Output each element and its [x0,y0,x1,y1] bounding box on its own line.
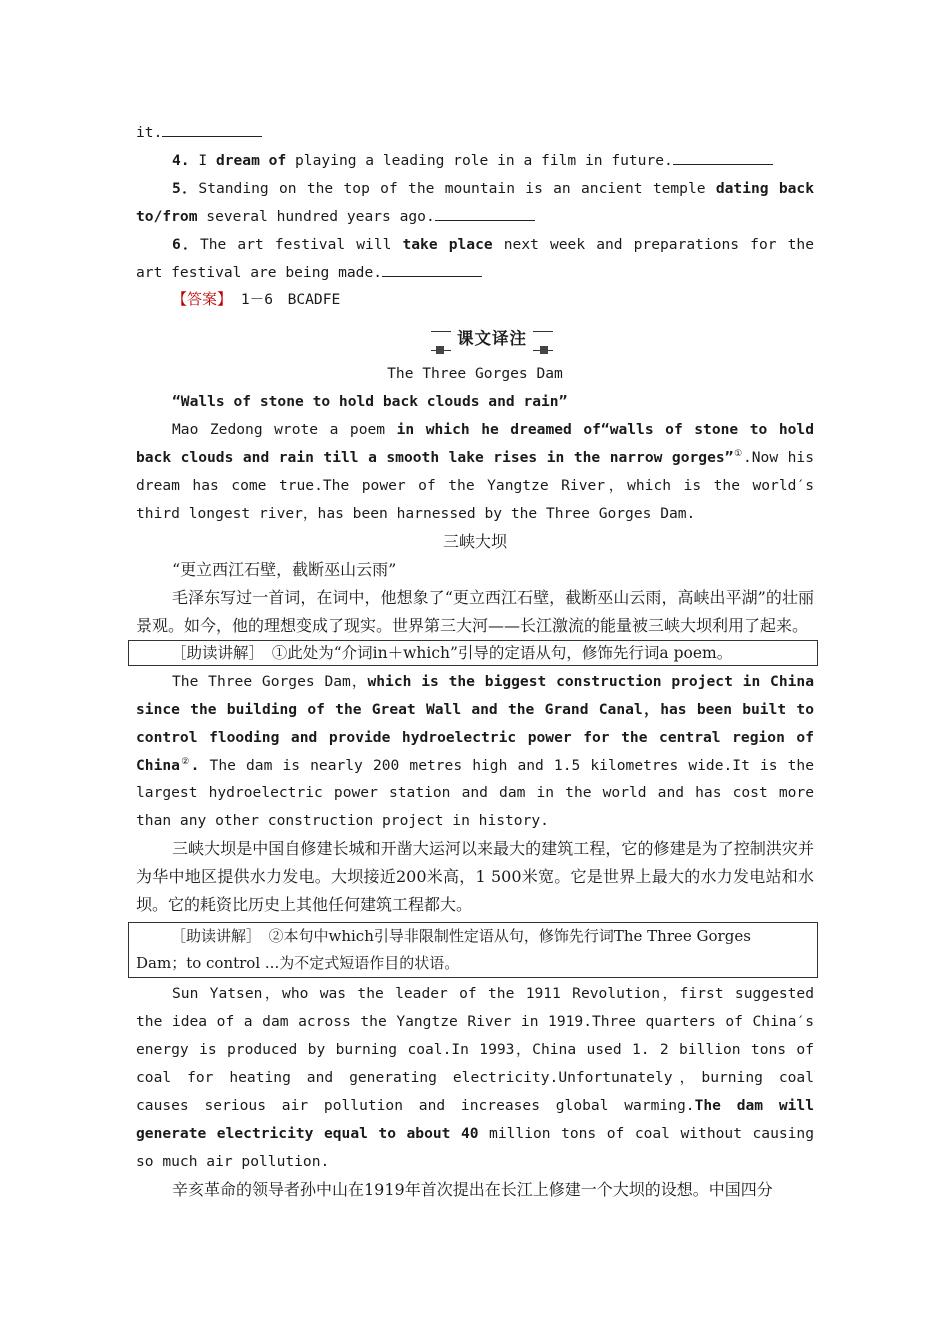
answer-blank[interactable] [673,152,773,165]
heading-ornament-left [436,346,444,354]
paragraph-1-zh: 毛泽东写过一首词，在词中，他想象了“更立西江石壁，截断巫山云雨，高峡出平湖”的壮丽景观。如今，他的理想变成了现实。世界第三大河——长江激流的能量被三峡大坝利用了起来。 [136,587,814,635]
article-title-zh: 三峡大坝 [442,531,507,551]
reading-note-1: ［助读讲解］ ①此处为“介词in＋which”引导的定语从句，修饰先行词a poem。 [128,640,818,666]
heading-ornament-right [540,346,548,354]
answer-tag: 【答案】 [172,290,233,309]
answer-blank[interactable] [382,264,482,277]
section-title: 课文译注 [451,326,533,352]
document-page [136,119,814,1204]
article-subtitle-zh: “更立西江石壁，截断巫山云雨” [172,559,397,579]
section-heading [136,326,814,360]
exercise-item-4: 4. I dream of playing a leading role in a film in future. [136,147,814,175]
exercise-line-it: it. [136,119,814,147]
answer-blank[interactable] [435,208,535,221]
answer-blank[interactable] [162,124,262,137]
exercise-item-6: 6．The art festival will take place next week and preparations for the art festival are being made. [136,235,814,281]
exercise-item-5: 5．Standing on the top of the mountain is an ancient temple dating back to/from several hundred years ago. [136,179,815,225]
article-subtitle: “Walls of stone to hold back clouds and rain” [172,393,568,411]
reading-note-2: ［助读讲解］ ②本句中which引导非限制性定语从句，修饰先行词The Three Gorges Dam；to control ...为不定式短语作目的状语。 [128,922,818,978]
article-title: The Three Gorges Dam [387,365,563,383]
paragraph-3-en: Sun Yatsen，who was the leader of the 1911 Revolution，first suggested the idea of a dam across the Yangtze River in 1919.Three quarters of China′s energy is produced by burning coal.In 1993，China used 1. 2 billion tons of coal for heating and generating electricity.Unfortunately，burning coal causes serious air pollution and increases global warming.The dam will generate electricity equal to about 40 million tons of coal without causing so much air pollution. [136,985,815,1170]
answer-text: 1－6 BCADFE [240,291,341,309]
answer-line [136,286,814,314]
paragraph-2-zh: 三峡大坝是中国自修建长城和开凿大运河以来最大的建筑工程，它的修建是为了控制洪灾并为华中地区提供水力发电。大坝接近200米高，1 500米宽。它是世界上最大的水力发电站和水坝。它的耗资比历史上其他任何建筑工程都大。 [136,839,814,915]
paragraph-3-zh: 辛亥革命的领导者孙中山在1919年首次提出在长江上修建一个大坝的设想。中国四分 [172,1179,773,1199]
paragraph-1-en: Mao Zedong wrote a poem in which he dreamed of“walls of stone to hold back clouds and rain till a smooth lake rises in the narrow gorges”①.Now his dream has come true.The power of the Yangtze River，which is the world′s third longest river，has been harnessed by the Three Gorges Dam. [136,421,814,522]
paragraph-2-en: The Three Gorges Dam，which is the biggest construction project in China since the building of the Great Wall and the Grand Canal，has been built to control flooding and provide hydroelectric power for the central region of China②. The dam is nearly 200 metres high and 1.5 kilometres wide.It is the largest hydroelectric power station and dam in the world and has cost more than any other construction project in history. [136,672,814,830]
